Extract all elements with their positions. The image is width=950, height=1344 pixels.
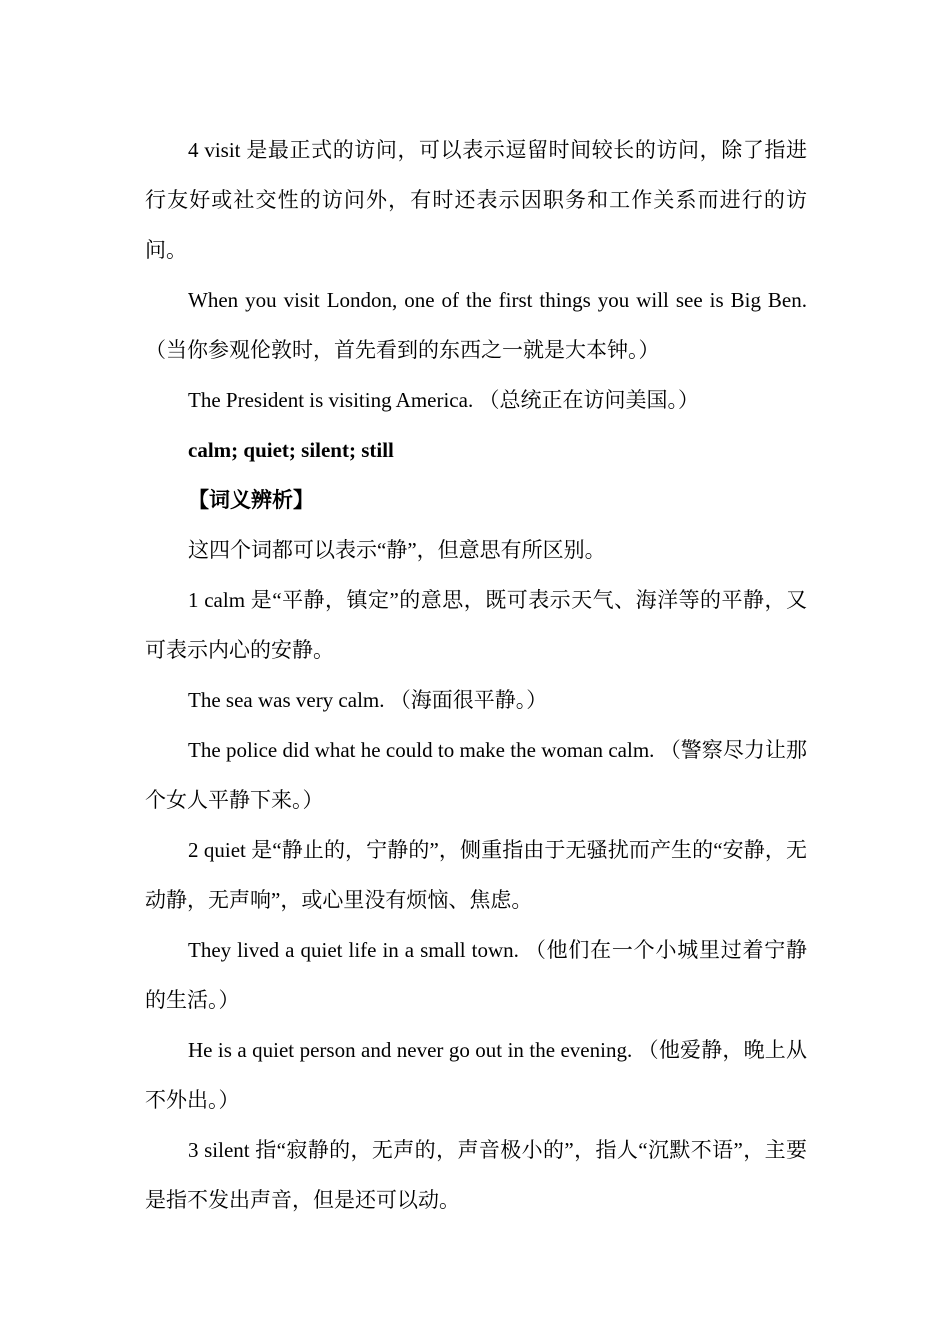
paragraph-intro: 这四个词都可以表示“静”，但意思有所区别。 bbox=[188, 538, 606, 562]
section-heading: calm; quiet; silent; still bbox=[188, 438, 394, 462]
paragraph-silent-definition: 3 silent 指“寂静的，无声的，声音极小的”，指人“沉默不语”，主要是指不发出声音，但是还可以动。 bbox=[145, 1138, 807, 1212]
paragraph-visit-definition: 4 visit 是最正式的访问，可以表示逗留时间较长的访问，除了指进行友好或社交性的访问外，有时还表示因职务和工作关系而进行的访问。 bbox=[145, 138, 807, 262]
paragraph-calm-example-1: The sea was very calm. （海面很平静。） bbox=[188, 688, 548, 712]
paragraph-visit-example-2: The President is visiting America. （总统正在访问美国。） bbox=[188, 388, 699, 412]
analysis-label: 【词义辨析】 bbox=[188, 488, 314, 512]
paragraph-calm-definition: 1 calm 是“平静，镇定”的意思，既可表示天气、海洋等的平静，又可表示内心的安静。 bbox=[145, 588, 807, 662]
paragraph-visit-example-1: When you visit London, one of the first things you will see is Big Ben. （当你参观伦敦时，首先看到的东西之一就是大本钟。） bbox=[145, 288, 807, 362]
document-page bbox=[145, 125, 807, 1225]
paragraph-quiet-example-1: They lived a quiet life in a small town. （他们在一个小城里过着宁静的生活。） bbox=[145, 938, 807, 1012]
paragraph-quiet-example-2: He is a quiet person and never go out in the evening. （他爱静，晚上从不外出。） bbox=[145, 1038, 807, 1112]
paragraph-calm-example-2: The police did what he could to make the woman calm. （警察尽力让那个女人平静下来。） bbox=[145, 738, 807, 812]
paragraph-quiet-definition: 2 quiet 是“静止的，宁静的”，侧重指由于无骚扰而产生的“安静，无动静，无声响”，或心里没有烦恼、焦虑。 bbox=[145, 838, 807, 912]
